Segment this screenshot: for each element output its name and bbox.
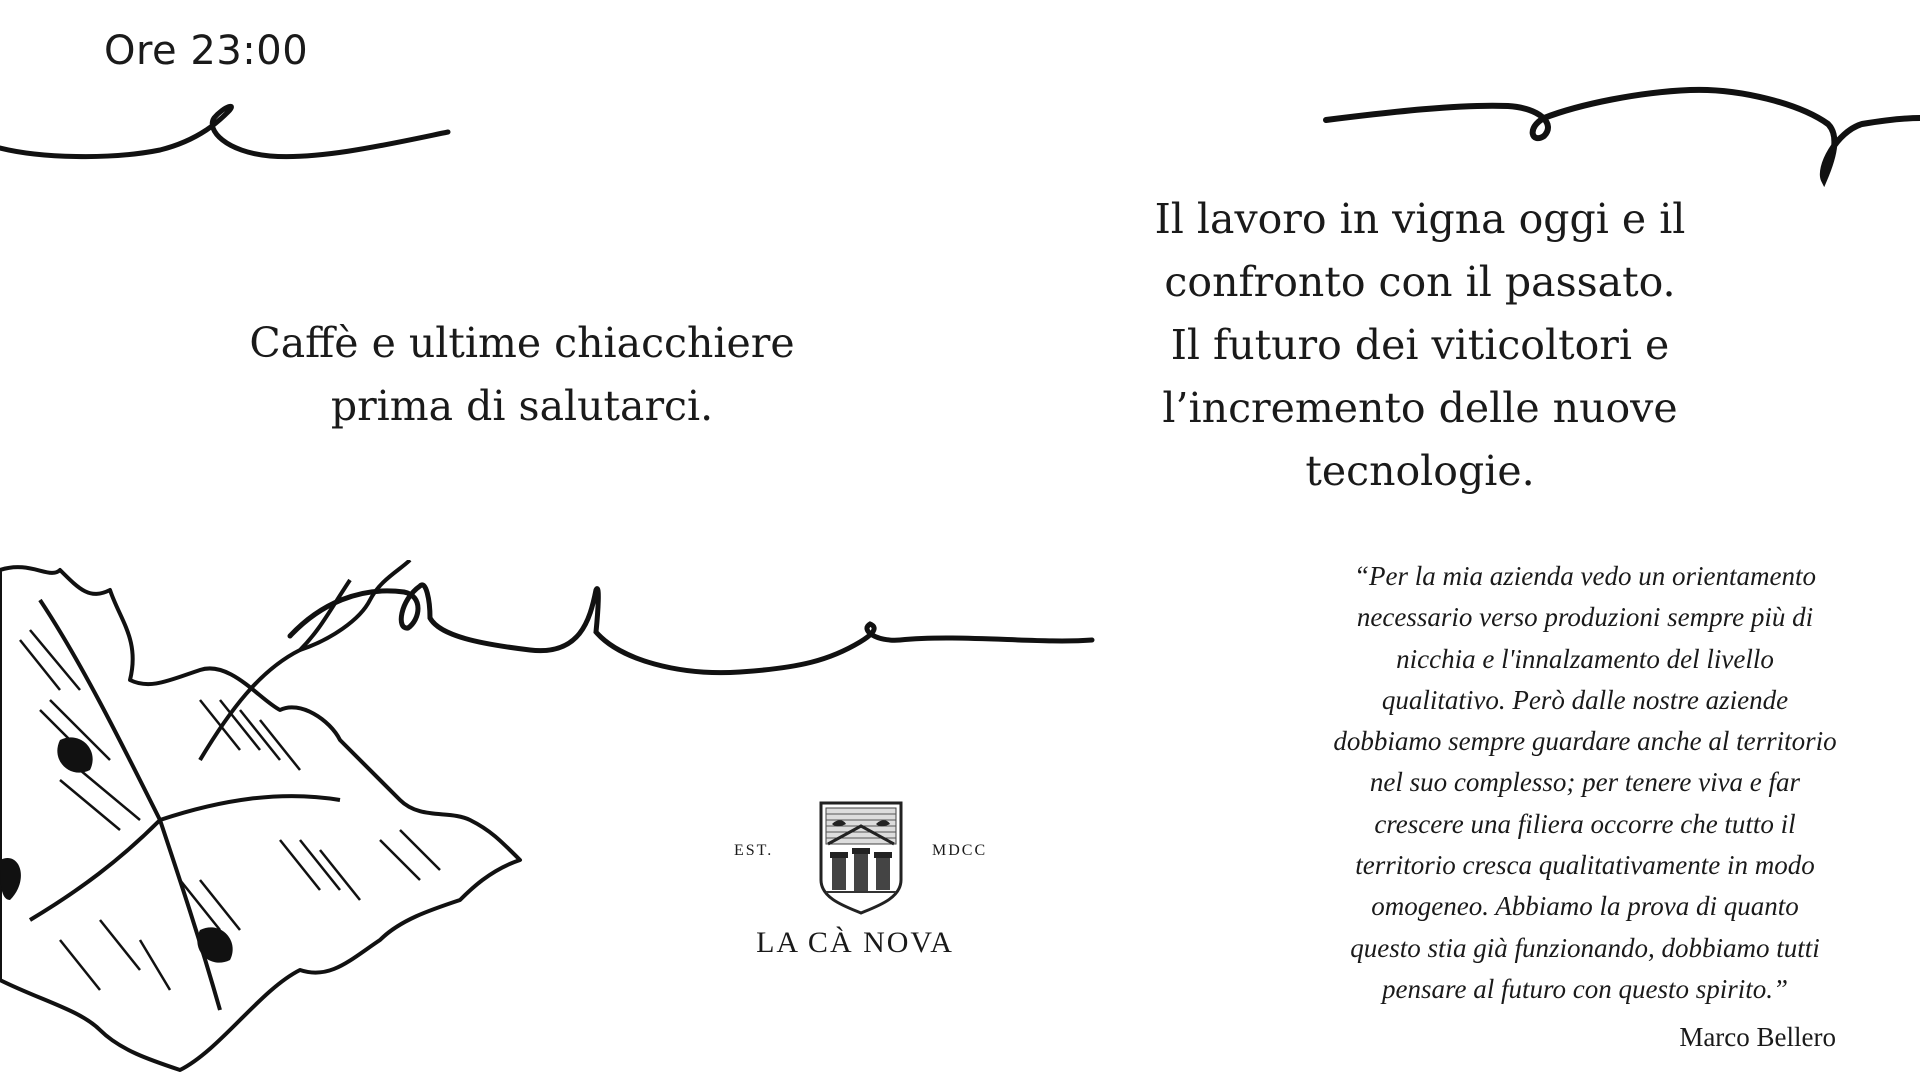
discussion-topic-text bbox=[1140, 188, 1700, 503]
quote-block bbox=[1318, 556, 1852, 1010]
quote-line: “Per la mia azienda vedo un orientamento bbox=[1354, 561, 1816, 591]
text-line: confronto con il passato. bbox=[1164, 258, 1676, 306]
quote-line: omogeneo. Abbiamo la prova di quanto bbox=[1371, 891, 1799, 922]
text-line: Caffè e ultime chiacchiere bbox=[249, 319, 795, 367]
logo-year-label: MDCC bbox=[932, 842, 988, 859]
quote-line: questo stia già funzionando, dobbiamo tutti bbox=[1350, 932, 1820, 963]
logo-est-label: EST. bbox=[734, 842, 774, 859]
text-line: Il futuro dei viticoltori e bbox=[1170, 321, 1670, 369]
text-line: tecnologie. bbox=[1305, 447, 1535, 495]
text-line: l’incremento delle nuove bbox=[1162, 384, 1678, 432]
quote-line: territorio cresca qualitativamente in modo bbox=[1355, 850, 1815, 881]
quote-line: crescere una filiera occorre che tutto il bbox=[1374, 808, 1796, 839]
quote-line: necessario verso produzioni sempre più di bbox=[1356, 602, 1814, 633]
vine-leaf-illustration bbox=[0, 560, 560, 1080]
quote-line: qualitativo. Però dalle nostre aziende bbox=[1381, 684, 1789, 715]
quote-line: dobbiamo sempre guardare anche al territorio bbox=[1333, 726, 1837, 757]
brand-logo bbox=[720, 790, 990, 970]
top-left-squiggle bbox=[0, 106, 448, 156]
coat-of-arms-icon bbox=[818, 800, 904, 916]
quote-line: nel suo complesso; per tenere viva e far bbox=[1369, 767, 1801, 798]
closing-activity-text bbox=[210, 312, 834, 438]
quote-line: nicchia e l'innalzamento del livello bbox=[1396, 643, 1774, 674]
quote-line: pensare al futuro con questo spirito.” bbox=[1381, 973, 1788, 1004]
logo-brand-name: LA CÀ NOVA bbox=[756, 926, 954, 959]
time-label: Ore 23:00 bbox=[104, 28, 309, 74]
text-line: prima di salutarci. bbox=[330, 382, 714, 430]
quote-author: Marco Bellero bbox=[1679, 1022, 1836, 1052]
top-right-squiggle bbox=[1326, 90, 1920, 180]
text-line: Il lavoro in vigna oggi e il bbox=[1154, 195, 1686, 243]
